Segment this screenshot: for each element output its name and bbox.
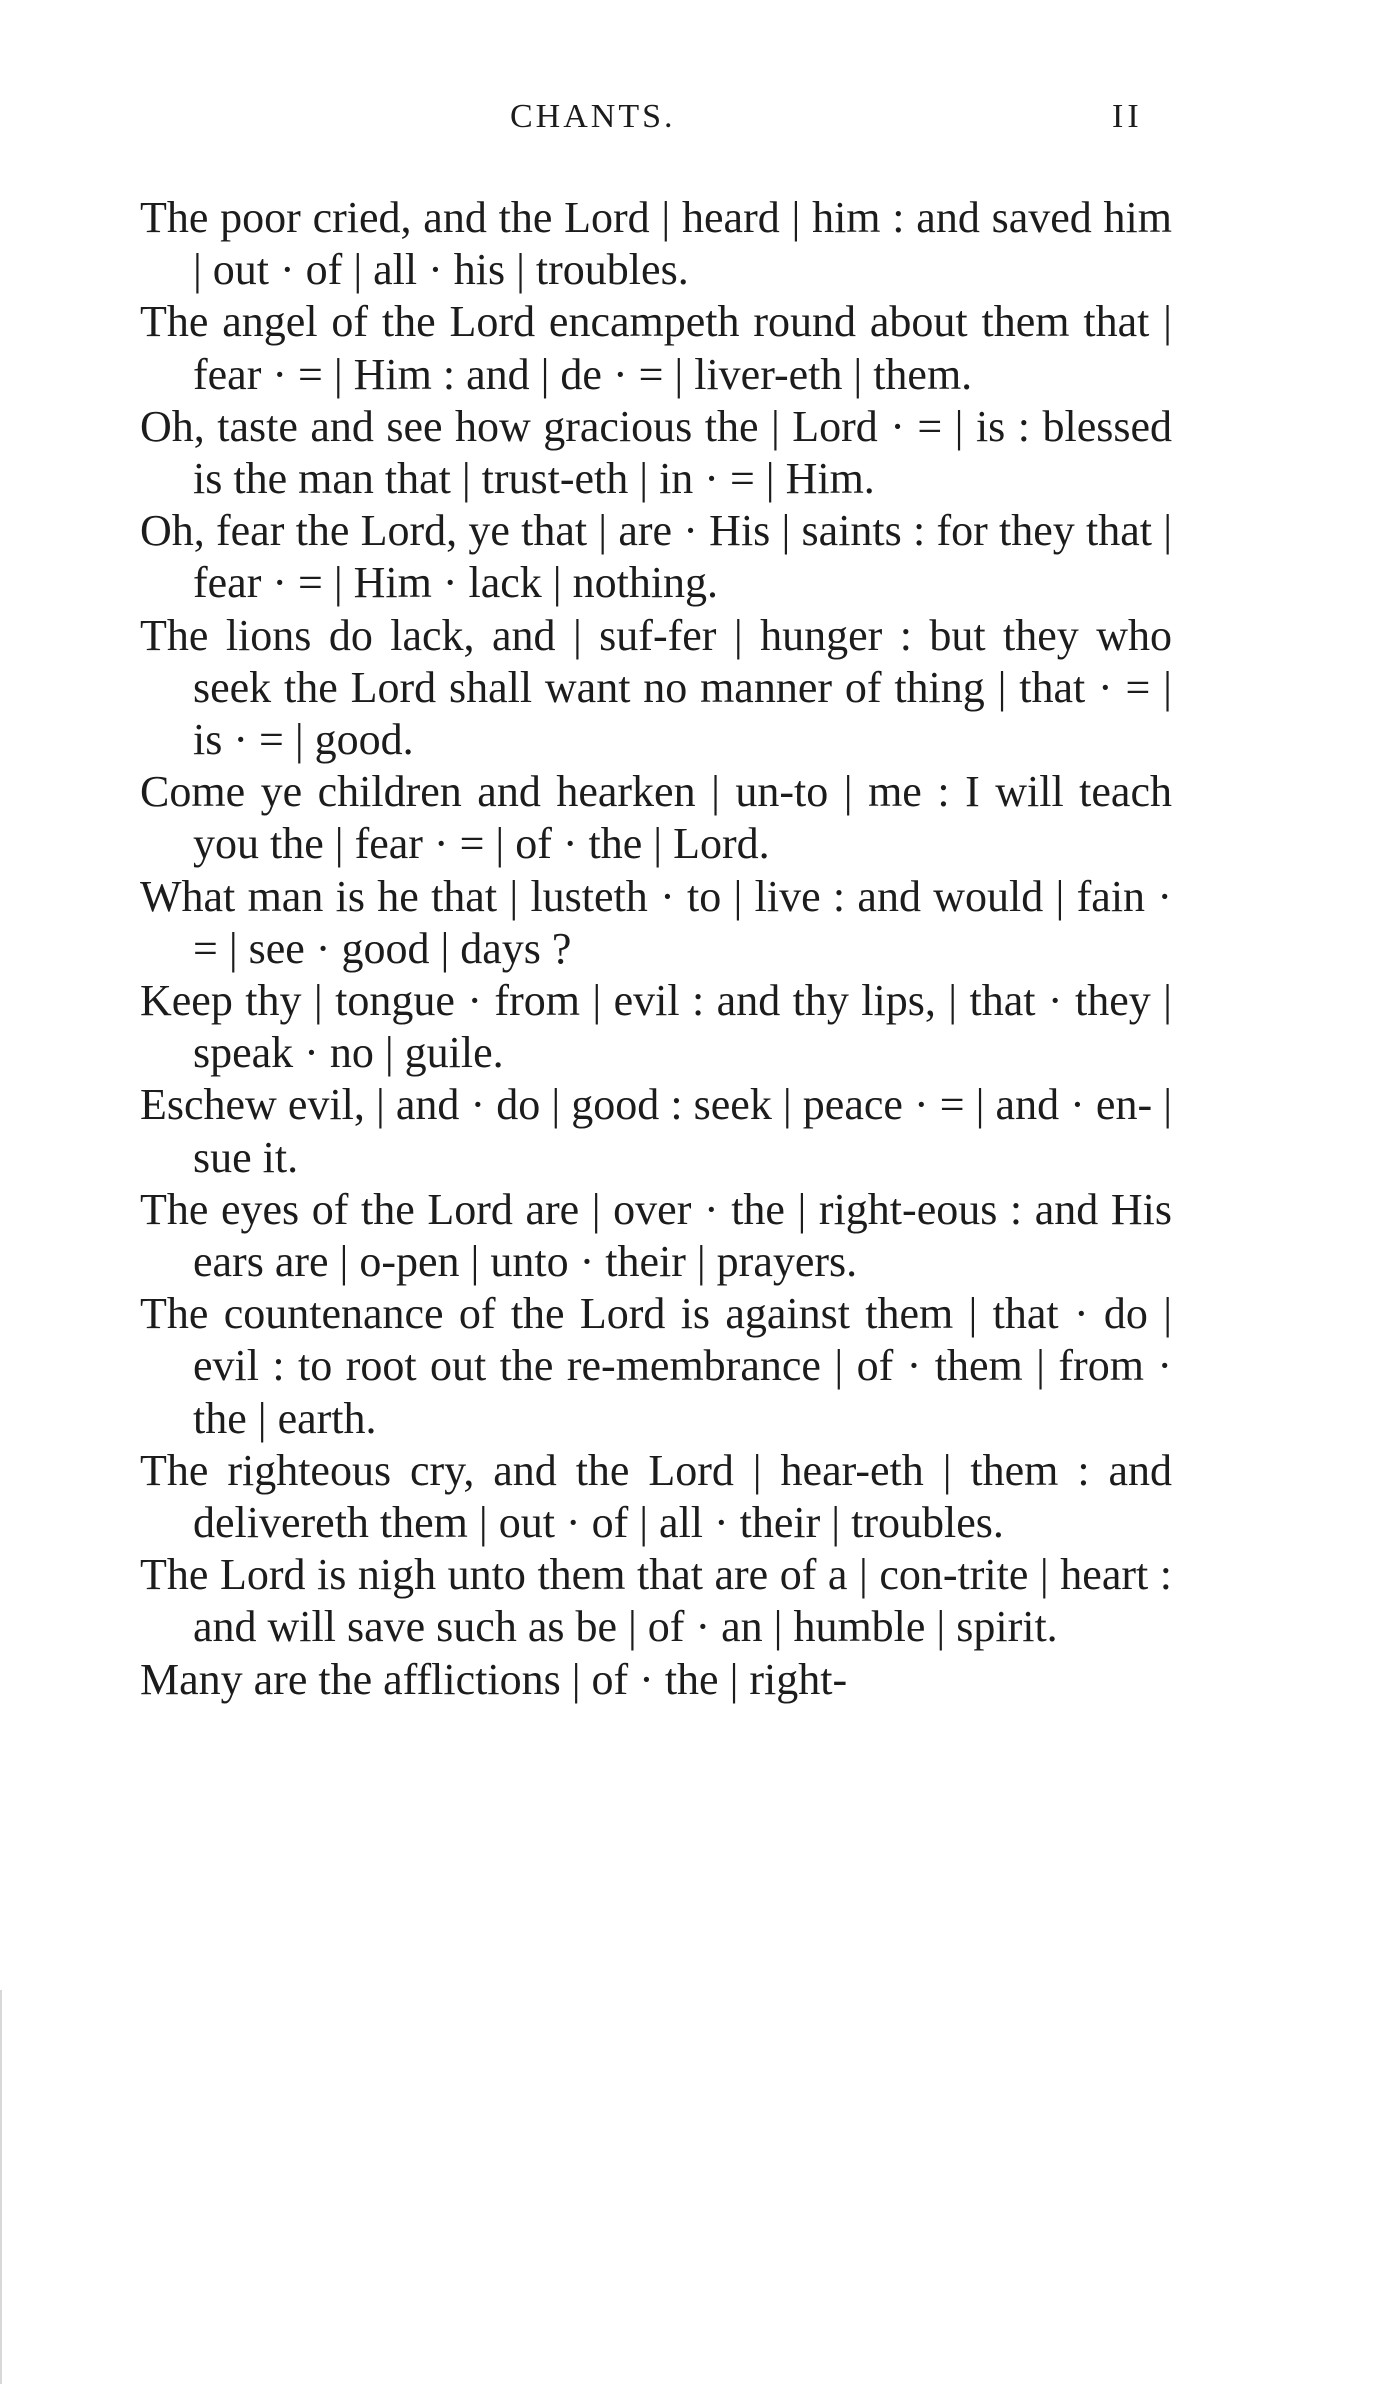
verse-4: Oh, fear the Lord, ye that | are · His | saints : for they that | fear · = | Him · lack | nothing.: [140, 506, 1172, 608]
verse-10: The eyes of the Lord are | over · the | right-eous : and His ears are | o-pen | unto · their | prayers.: [140, 1184, 1172, 1287]
verse-9: Eschew evil, | and · do | good : seek | peace · = | and · en- | sue it.: [140, 1080, 1172, 1182]
verse-2: The angel of the Lord encampeth round about them that | fear · = | Him : and | de · = | liver-eth | them.: [140, 297, 1172, 399]
page-edge-shadow: [0, 1990, 2, 2384]
verse-11: The countenance of the Lord is against them | that · do | evil : to root out the re-membrance | of · them | from · the | earth.: [140, 1289, 1172, 1443]
verse-8: Keep thy | tongue · from | evil : and thy lips, | that · they | speak · no | guile.: [140, 976, 1172, 1078]
page-number: II: [1112, 98, 1143, 135]
verse-1: The poor cried, and the Lord | heard | him : and saved him | out · of | all · his | troubles.: [140, 193, 1172, 295]
verse-7: What man is he that | lusteth · to | live : and would | fain · = | see · good | days ?: [140, 871, 1172, 973]
verse-12: The righteous cry, and the Lord | hear-eth | them : and delivereth them | out · of | all · their | troubles.: [140, 1445, 1172, 1548]
running-head: CHANTS.: [510, 98, 676, 135]
verse-14: Many are the afflictions | of · the | right-: [140, 1654, 848, 1704]
chant-text: [140, 192, 1172, 1706]
verse-3: Oh, taste and see how gracious the | Lord · = | is : blessed is the man that | trust-eth | in · = | Him.: [140, 401, 1172, 504]
verse-6: Come ye children and hearken | un-to | me : I will teach you the | fear · = | of · the | Lord.: [140, 767, 1172, 869]
page-header: [0, 92, 1377, 142]
verse-5: The lions do lack, and | suf-fer | hunger : but they who seek the Lord shall want no manner of thing | that · = | is · = | good.: [140, 610, 1172, 765]
verse-13: The Lord is nigh unto them that are of a | con-trite | heart : and will save such as be | of · an | humble | spirit.: [140, 1550, 1172, 1652]
